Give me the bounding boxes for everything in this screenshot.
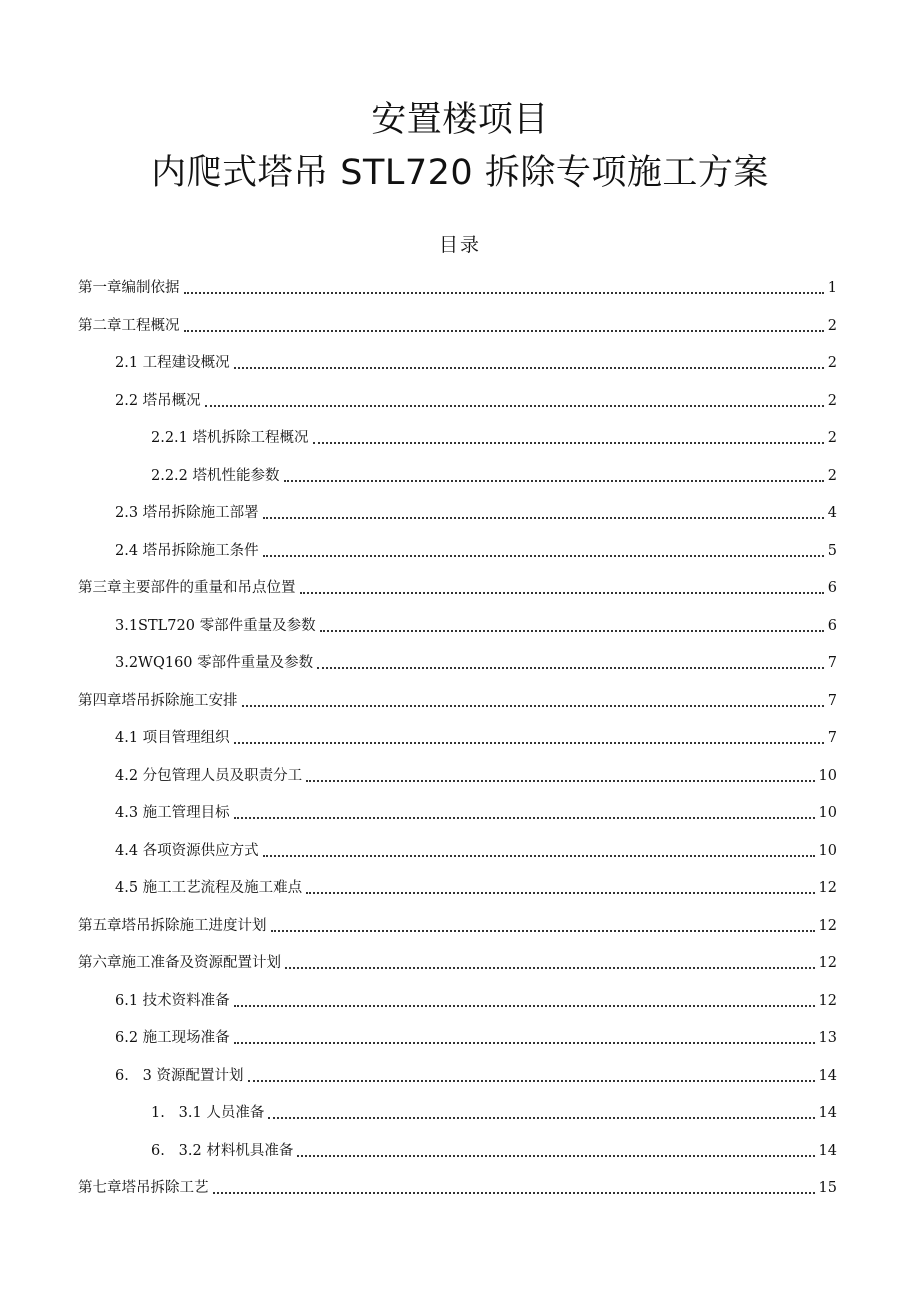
toc-dot-leader <box>300 591 824 594</box>
toc-dot-leader <box>263 516 824 519</box>
toc-dot-leader <box>234 741 824 744</box>
toc-heading: 目录 <box>438 234 481 256</box>
toc-entry-title: 2.2.2 塔机性能参数 <box>151 467 280 484</box>
toc-entry[interactable] <box>151 462 837 486</box>
toc-dot-leader <box>313 441 824 444</box>
toc-dot-leader <box>234 1004 815 1007</box>
toc-entry[interactable] <box>115 762 837 786</box>
toc-dot-leader <box>263 554 824 557</box>
toc-entry-page-number: 12 <box>818 992 837 1009</box>
toc-entry-page-number: 6 <box>827 617 837 634</box>
toc-dot-leader <box>268 1116 814 1119</box>
toc-entry[interactable] <box>115 649 837 673</box>
toc-entry-page-number: 1 <box>827 280 837 296</box>
toc-dot-leader <box>297 1154 814 1157</box>
toc-dot-leader <box>284 479 824 482</box>
toc-dot-leader <box>184 291 824 294</box>
toc-entry-title: 第三章主要部件的重量和吊点位置 <box>78 580 296 596</box>
toc-entry[interactable] <box>115 612 837 636</box>
toc-entry[interactable] <box>78 949 837 973</box>
toc-entry-title: 第一章编制依据 <box>78 280 180 296</box>
toc-entry-page-number: 6 <box>827 580 837 596</box>
toc-entry-page-number: 4 <box>827 505 837 521</box>
toc-entry[interactable] <box>115 499 837 523</box>
toc-entry-page-number: 5 <box>827 542 837 559</box>
toc-entry-title: 2.3 塔吊拆除施工部署 <box>115 505 259 521</box>
toc-dot-leader <box>306 891 814 894</box>
toc-entry-title: 2.4 塔吊拆除施工条件 <box>115 542 259 559</box>
toc-dot-leader <box>234 366 824 369</box>
toc-entry-page-number: 12 <box>818 880 837 896</box>
toc-entry[interactable] <box>115 987 837 1011</box>
toc-entry-title: 3.1STL720 零部件重量及参数 <box>115 617 316 634</box>
toc-entry-page-number: 2 <box>827 392 837 409</box>
toc-dot-leader <box>242 704 824 707</box>
toc-entry-title: 6. 3.2 材料机具准备 <box>151 1142 294 1159</box>
toc-entry-title: 6.1 技术资料准备 <box>115 992 230 1009</box>
toc-entry-title: 4.4 各项资源供应方式 <box>115 842 259 859</box>
toc-dot-leader <box>205 404 824 407</box>
document-title-line2: 内爬式塔吊 STL720 拆除专项施工方案 <box>151 153 769 193</box>
toc-entry-title: 2.2 塔吊概况 <box>115 392 201 409</box>
toc-entry-page-number: 15 <box>818 1180 837 1196</box>
toc-entry-title: 1. 3.1 人员准备 <box>151 1105 265 1121</box>
toc-entry-page-number: 7 <box>827 655 837 671</box>
toc-dot-leader <box>320 629 824 632</box>
toc-entry-page-number: 14 <box>818 1142 837 1159</box>
toc-entry[interactable] <box>78 574 837 598</box>
toc-entry-title: 2.2.1 塔机拆除工程概况 <box>151 430 309 446</box>
toc-entry-page-number: 13 <box>818 1030 837 1046</box>
toc-entry-page-number: 2 <box>827 355 837 371</box>
toc-entry-title: 第二章工程概况 <box>78 317 180 334</box>
toc-entry[interactable] <box>78 312 837 336</box>
toc-entry-page-number: 7 <box>827 692 837 709</box>
toc-entry[interactable] <box>151 1137 837 1161</box>
toc-entry-page-number: 7 <box>827 730 837 746</box>
toc-entry-page-number: 10 <box>818 767 837 784</box>
toc-entry-title: 第四章塔吊拆除施工安排 <box>78 692 238 709</box>
toc-entry-title: 第七章塔吊拆除工艺 <box>78 1180 209 1196</box>
toc-entry[interactable] <box>78 274 837 298</box>
toc-entry[interactable] <box>115 724 837 748</box>
toc-entry-page-number: 12 <box>818 955 837 971</box>
toc-entry-title: 6. 3 资源配置计划 <box>115 1067 244 1084</box>
toc-entry-title: 第五章塔吊拆除施工进度计划 <box>78 917 267 934</box>
toc-entry[interactable] <box>115 1062 837 1086</box>
toc-entry[interactable] <box>115 799 837 823</box>
toc-dot-leader <box>317 666 824 669</box>
toc-entry-page-number: 10 <box>818 842 837 859</box>
toc-entry-title: 4.3 施工管理目标 <box>115 805 230 821</box>
toc-dot-leader <box>271 929 815 932</box>
toc-entry-title: 2.1 工程建设概况 <box>115 355 230 371</box>
toc-entry[interactable] <box>78 912 837 936</box>
toc-entry[interactable] <box>151 1099 837 1123</box>
toc-entry-title: 4.1 项目管理组织 <box>115 730 230 746</box>
toc-dot-leader <box>306 779 814 782</box>
toc-entry-title: 4.2 分包管理人员及职责分工 <box>115 767 303 784</box>
toc-entry-page-number: 2 <box>827 430 837 446</box>
toc-dot-leader <box>263 854 815 857</box>
toc-entry-title: 3.2WQ160 零部件重量及参数 <box>115 655 314 671</box>
toc-entry-page-number: 14 <box>818 1067 837 1084</box>
toc-entry[interactable] <box>78 1174 837 1198</box>
toc-entry-page-number: 2 <box>827 317 837 334</box>
toc-dot-leader <box>234 816 815 819</box>
toc-dot-leader <box>285 966 815 969</box>
toc-entry[interactable] <box>115 837 837 861</box>
toc-entry-page-number: 2 <box>827 467 837 484</box>
toc-entry[interactable] <box>115 387 837 411</box>
toc-entry[interactable] <box>115 874 837 898</box>
toc-dot-leader <box>213 1191 815 1194</box>
toc-dot-leader <box>184 329 824 332</box>
toc-entry-title: 4.5 施工工艺流程及施工难点 <box>115 880 303 896</box>
toc-entry-page-number: 12 <box>818 917 837 934</box>
toc-entry-title: 第六章施工准备及资源配置计划 <box>78 955 281 971</box>
document-title-line1: 安置楼项目 <box>371 100 549 140</box>
toc-entry-page-number: 10 <box>818 805 837 821</box>
toc-entry[interactable] <box>115 537 837 561</box>
toc-dot-leader <box>248 1079 815 1082</box>
toc-entry-title: 6.2 施工现场准备 <box>115 1030 230 1046</box>
toc-dot-leader <box>234 1041 815 1044</box>
toc-entry-page-number: 14 <box>818 1105 837 1121</box>
toc-entry[interactable] <box>115 1024 837 1048</box>
toc-entry[interactable] <box>151 424 837 448</box>
toc-entry[interactable] <box>78 687 837 711</box>
toc-entry[interactable] <box>115 349 837 373</box>
